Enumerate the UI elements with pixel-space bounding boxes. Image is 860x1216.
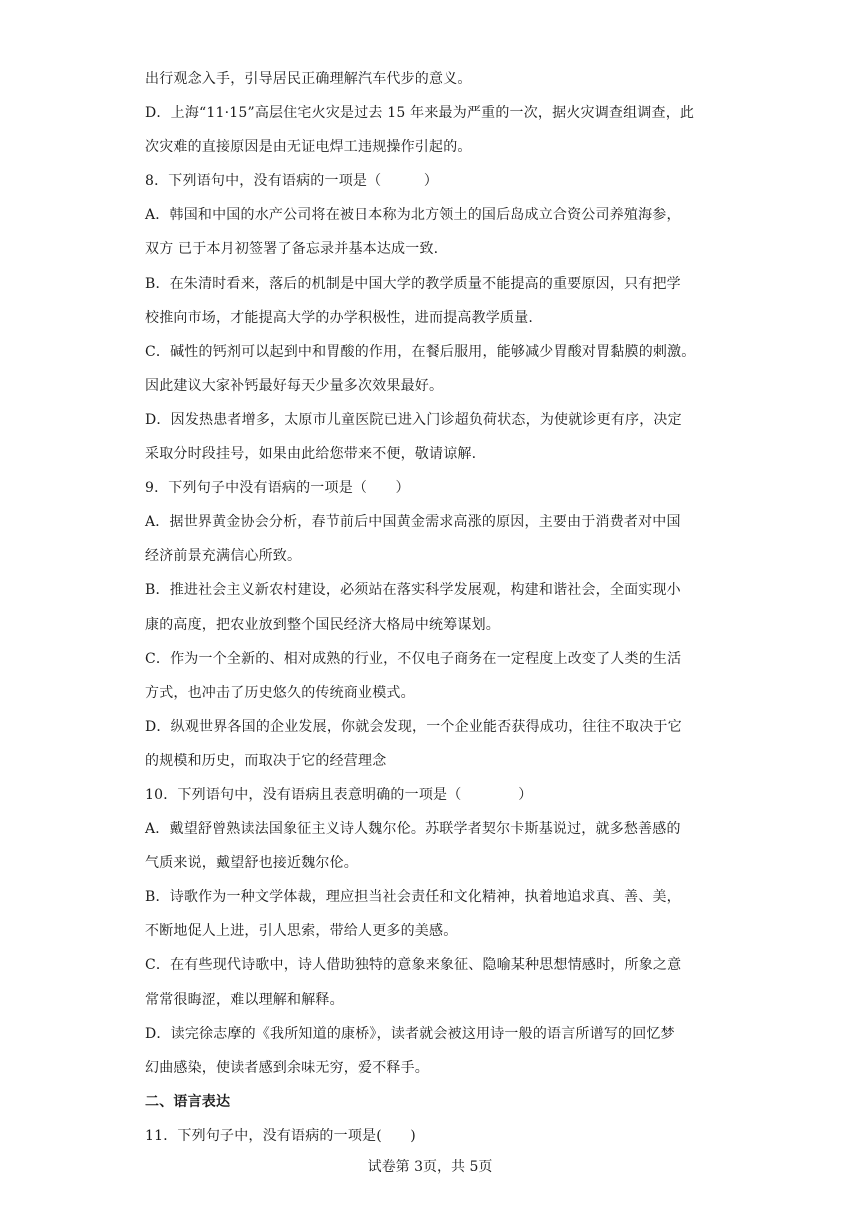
text-line: 采取分时段挂号，如果由此给您带来不便，敬请谅解.	[145, 446, 477, 463]
text-line: 不断地促人上进，引人思索，带给人更多的美感。	[145, 923, 458, 940]
question-10: 10．下列语句中，没有语病且表意明确的一项是（ ）	[145, 786, 533, 803]
option-d: D．因发热患者增多，太原市儿童医院已进入门诊超负荷状态，为使就诊更有序，决定	[145, 411, 682, 428]
option-a: A．据世界黄金协会分析，春节前后中国黄金需求高涨的原因，主要由于消费者对中国	[145, 514, 681, 531]
page-content	[145, 62, 725, 1153]
option-b: B．在朱清时看来，落后的机制是中国大学的教学质量不能提高的重要原因，只有把学	[145, 275, 681, 292]
question-9: 9．下列句子中没有语病的一项是（ ）	[145, 480, 410, 497]
text-line: 双方 已于本月初签署了备忘录并基本达成一致.	[145, 241, 439, 258]
text-line: 的规模和历史，而取决于它的经营理念	[145, 752, 387, 769]
text-line: 校推向市场，才能提高大学的办学积极性，进而提高教学质量.	[145, 309, 534, 326]
option-d: D．上海“11·15”高层住宅火灾是过去 15 年来最为严重的一次，据火灾调查组调查，此	[145, 105, 695, 122]
option-c: C．碱性的钙剂可以起到中和胃酸的作用，在餐后服用，能够减少胃酸对胃黏膜的刺激。	[145, 343, 696, 360]
text-line: 康的高度，把农业放到整个国民经济大格局中统筹谋划。	[145, 616, 500, 633]
text-line: 因此建议大家补钙最好每天少量多次效果最好。	[145, 377, 444, 394]
section-heading: 二、语言表达	[145, 1093, 231, 1110]
text-line: 经济前景充满信心所致。	[145, 548, 302, 565]
option-d: D．纵观世界各国的企业发展，你就会发现，一个企业能否获得成功，往往不取决于它	[145, 718, 682, 735]
text-line: 次灾难的直接原因是由无证电焊工违规操作引起的。	[145, 139, 472, 156]
page-footer: 试卷第 3页，共 5页	[367, 1159, 493, 1175]
option-b: B．诗歌作为一种文学体裁，理应担当社会责任和文化精神，执着地追求真、善、美，	[145, 889, 681, 906]
text-line: 出行观念入手，引导居民正确理解汽车代步的意义。	[145, 71, 472, 87]
text-line: 常常很晦涩，难以理解和解释。	[145, 991, 344, 1008]
option-c: C．在有些现代诗歌中，诗人借助独特的意象来象征、隐喻某种思想情感时，所象之意	[145, 957, 682, 974]
option-a: A．戴望舒曾熟读法国象征主义诗人魏尔伦。苏联学者契尔卡斯基说过，就多愁善感的	[145, 821, 681, 838]
option-d: D．读完徐志摩的《我所知道的康桥》，读者就会被这用诗一般的语言所谱写的回忆梦	[145, 1025, 675, 1042]
text-line: 气质来说，戴望舒也接近魏尔伦。	[145, 855, 358, 872]
text-line: 幻曲感染，使读者感到余味无穷，爱不释手。	[145, 1059, 429, 1076]
text-line: 方式，也冲击了历史悠久的传统商业模式。	[145, 684, 415, 701]
question-8: 8．下列语句中，没有语病的一项是（ ）	[145, 173, 439, 190]
question-11: 11．下列句子中，没有语病的一项是( )	[145, 1127, 416, 1144]
option-c: C．作为一个全新的、相对成熟的行业，不仅电子商务在一定程度上改变了人类的生活	[145, 650, 682, 667]
option-a: A．韩国和中国的水产公司将在被日本称为北方领土的国后岛成立合资公司养殖海参，	[145, 207, 681, 224]
option-b: B．推进社会主义新农村建设，必须站在落实科学发展观，构建和谐社会，全面实现小	[145, 582, 681, 599]
